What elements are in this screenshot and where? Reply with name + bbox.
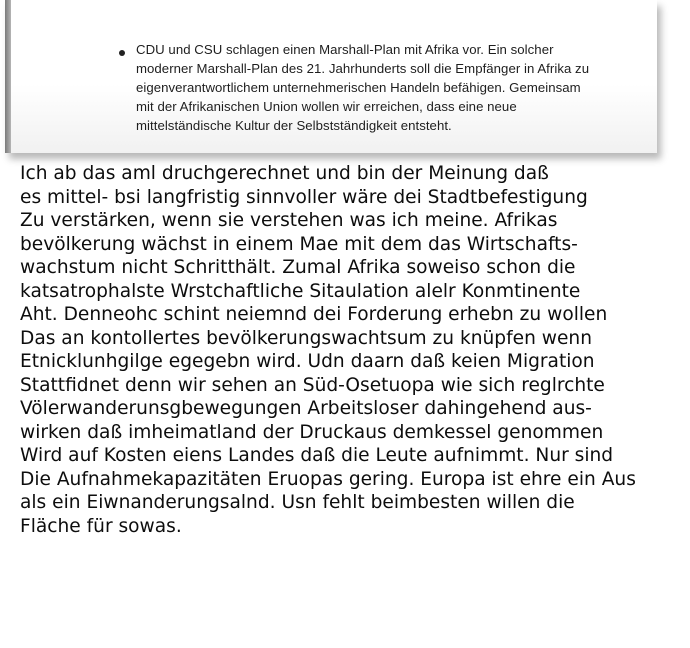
comment-line: bevölkerung wächst in einem Mae mit dem das Wirtschafts- <box>20 233 578 255</box>
comment-line: als ein Eiwnanderungsalnd. Usn fehlt beimbesten willen die <box>20 492 575 513</box>
comment-line: Völerwanderunsgbewegungen Arbeitsloser dahingehend aus- <box>20 398 592 419</box>
comment-line: katsatrophalste Wrstchaftliche Sitaulation alelr Konmtinente <box>20 280 581 302</box>
excerpt-line: CDU und CSU schlagen einen Marshall-Plan mit Afrika vor. Ein solcher <box>136 42 554 57</box>
comment-line: Etnicklunhgilge egegebn wird. Udn daarn daß keien Migration <box>20 351 595 372</box>
excerpt-line: mittelständische Kultur der Selbstständigkeit entsteht. <box>136 118 452 133</box>
comment-line: Stattfidnet denn wir sehen an Süd-Osetuopa wie sich reglrchte <box>20 374 605 396</box>
comment-line: Zu verstärken, wenn sie verstehen was ich meine. Afrikas <box>20 210 558 231</box>
excerpt-line: eigenverantwortlichem unternehmerischen Handeln befähigen. Gemeinsam <box>136 80 581 95</box>
excerpt-left-rule <box>5 0 11 153</box>
comment-text <box>20 162 688 538</box>
comment-line: Das an kontollertes bevölkerungswachtsum zu knüpfen wenn <box>20 327 592 349</box>
comment-line: es mittel- bsi langfristig sinnvoller wäre dei Stadtbefestigung <box>20 186 588 208</box>
comment-line: Wird auf Kosten eiens Landes daß die Leute aufnimmt. Nur sind <box>20 445 614 466</box>
excerpt-line: moderner Marshall-Plan des 21. Jahrhunderts soll die Empfänger in Afrika zu <box>136 61 590 76</box>
comment-line: Fläche für sowas. <box>20 515 182 537</box>
comment-line: Ich ab das aml druchgerechnet und bin der Meinung daß <box>20 163 549 184</box>
quoted-document-excerpt <box>5 0 657 153</box>
comment-line: wachstum nicht Schritthält. Zumal Afrika soweiso schon die <box>20 257 576 278</box>
bullet-point-icon <box>119 50 125 56</box>
comment-line: Aht. Denneohc schint neiemnd dei Forderung erhebn zu wollen <box>20 304 608 325</box>
excerpt-line: mit der Afrikanischen Union wollen wir erreichen, dass eine neue <box>136 99 517 114</box>
comment-line: Die Aufnahmekapazitäten Eruopas gering. Europa ist ehre ein Aus <box>20 468 636 490</box>
comment-line: wirken daß imheimatland der Druckaus demkessel genommen <box>20 421 604 443</box>
